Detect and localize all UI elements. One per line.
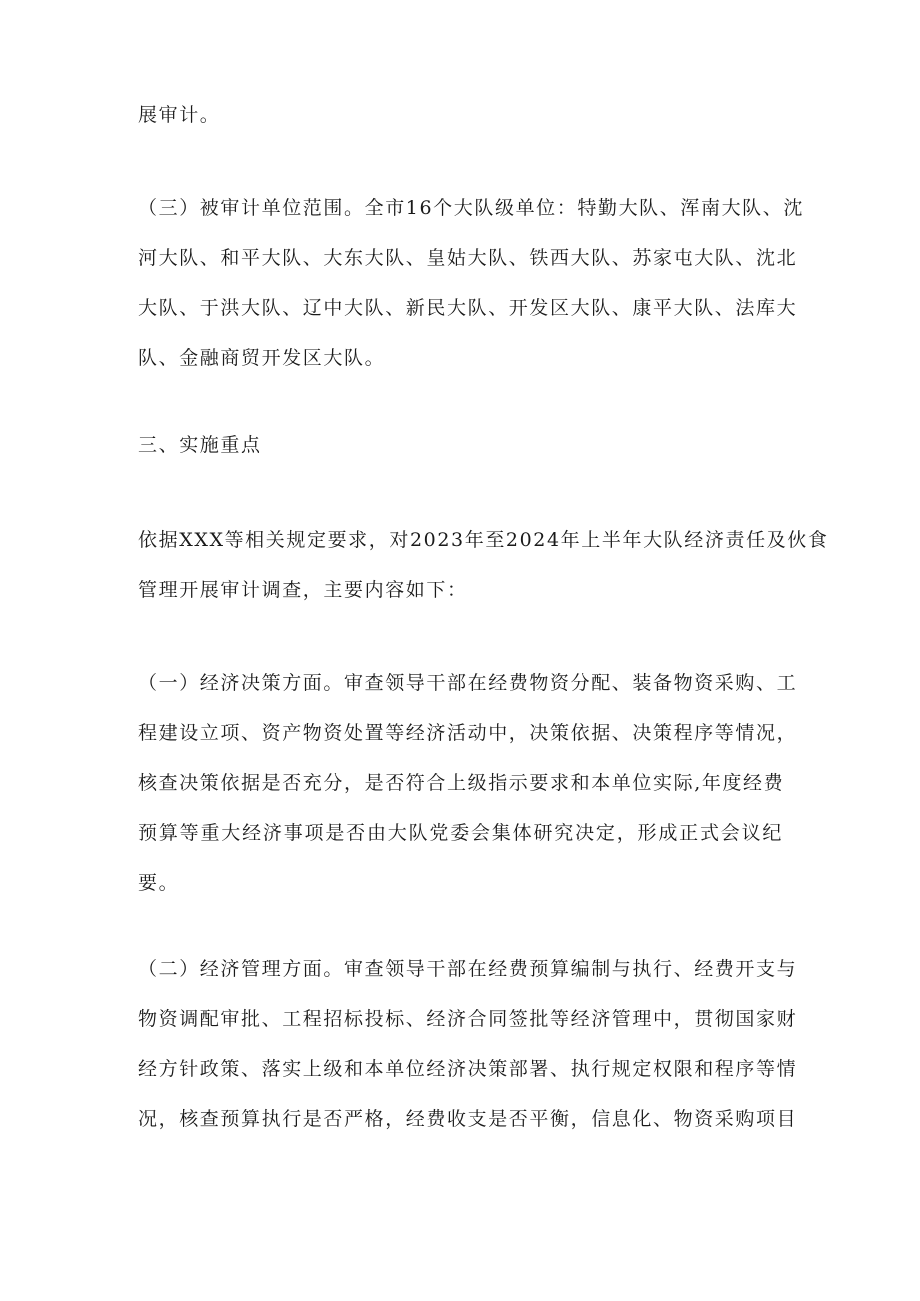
paragraph-audited-units: [138, 183, 804, 383]
text-line: （三）被审计单位范围。全市16个大队级单位：特勤大队、浑南大队、沈: [138, 197, 804, 219]
text-line: 程建设立项、资产物资处置等经济活动中，决策依据、决策程序等情况，: [138, 722, 798, 744]
text-line: 大队、于洪大队、辽中大队、新民大队、开发区大队、康平大队、法库大: [138, 297, 798, 319]
text-line: （二）经济管理方面。审查领导干部在经费预算编制与执行、经费开支与: [138, 958, 798, 980]
text-line: 核查决策依据是否充分，是否符合上级指示要求和本单位实际,年度经费: [138, 772, 785, 794]
text-line: 经方针政策、落实上级和本单位经济决策部署、执行规定权限和程序等情: [138, 1058, 798, 1080]
paragraph-economic-decision: [138, 658, 798, 908]
text-line: 依据XXX等相关规定要求，对2023年至2024年上半年大队经济责任及伙食: [138, 529, 829, 551]
text-line: 要。: [138, 872, 180, 894]
paragraph-audit-end: [138, 90, 783, 140]
text-line: 河大队、和平大队、大东大队、皇姑大队、铁西大队、苏家屯大队、沈北: [138, 247, 798, 269]
text-line: （一）经济决策方面。审查领导干部在经费物资分配、装备物资采购、工: [138, 672, 798, 694]
text-line: 物资调配审批、工程招标投标、经济合同签批等经济管理中，贯彻国家财: [138, 1008, 798, 1030]
text-line: 况，核查预算执行是否严格，经费收支是否平衡，信息化、物资采购项目: [138, 1108, 798, 1130]
section-heading-implementation-focus: 三、实施重点: [138, 434, 262, 456]
paragraph-basis: [138, 515, 829, 615]
text-line: 队、金融商贸开发区大队。: [138, 347, 386, 369]
text-line: 展审计。: [138, 104, 221, 126]
text-line: 管理开展审计调查，主要内容如下：: [138, 579, 468, 601]
text-line: 预算等重大经济事项是否由大队党委会集体研究决定，形成正式会议纪: [138, 822, 783, 844]
paragraph-economic-management: [138, 944, 798, 1144]
